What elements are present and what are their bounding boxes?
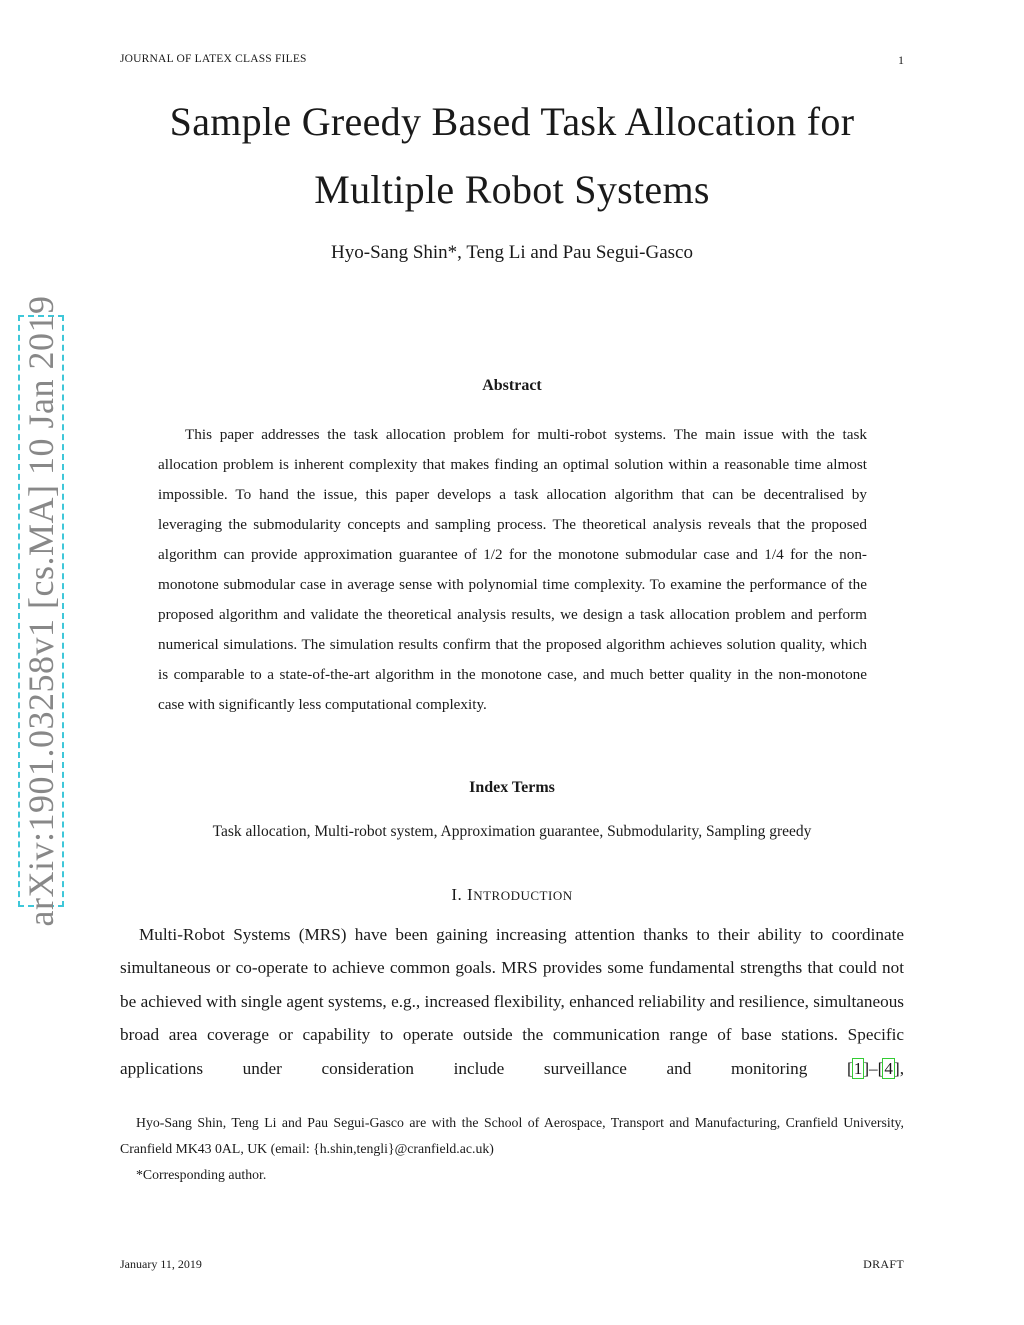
- footnotes: [120, 1110, 904, 1188]
- abstract-heading: Abstract: [482, 377, 542, 394]
- section-title-rest: NTRODUCTION: [473, 888, 573, 903]
- footer-date: January 11, 2019: [120, 1257, 202, 1271]
- arxiv-stamp[interactable]: [18, 295, 64, 927]
- affiliation-footnote: Hyo-Sang Shin, Teng Li and Pau Segui-Gasco are with the School of Aerospace, Transport and Manufacturing, Cranfield University, Cranfield MK43 0AL, UK (email: {h.shin,tengli}@cranfield.ac.uk): [120, 1115, 904, 1156]
- introduction-text: Multi-Robot Systems (MRS) have been gaining increasing attention thanks to their ability to coordinate simultaneous or co-operate to achieve common goals. MRS provides some fundamental strengths that could not be achieved with single agent systems, e.g., increased flexibility, enhanced reliability and resilience, simultaneous broad area coverage or capability to operate outside the communication range of base stations. Specific applications under consideration include surveillance and monitoring: [120, 925, 904, 1078]
- citation-link-1[interactable]: 1: [853, 1058, 863, 1078]
- introduction-heading: [0, 885, 1024, 905]
- citation-bracket-open: [: [847, 1058, 853, 1078]
- corresponding-author-footnote: *Corresponding author.: [136, 1167, 267, 1182]
- paper-title: [0, 88, 1024, 224]
- footer-status: DRAFT: [863, 1257, 904, 1271]
- citation-bracket-close: ],: [893, 1058, 904, 1078]
- citation-link-4[interactable]: 4: [884, 1058, 893, 1078]
- introduction-paragraph: [120, 918, 904, 1085]
- author-list: Hyo-Sang Shin*, Teng Li and Pau Segui-Gasco: [331, 242, 693, 263]
- section-title-initial: I: [467, 885, 474, 904]
- citation-range-sep: ]–[: [863, 1058, 884, 1078]
- index-terms-text: Task allocation, Multi-robot system, Approximation guarantee, Submodularity, Sampling greedy: [212, 823, 812, 840]
- section-numeral: I.: [451, 885, 463, 904]
- arxiv-stamp-text: arXiv:1901.03258v1 [cs.MA] 10 Jan 2019: [21, 295, 61, 927]
- abstract-text: This paper addresses the task allocation problem for multi-robot systems. The main issue with the task allocation problem is inherent complexity that makes finding an optimal solution within a reasonable time almost impossible. To hand the issue, this paper develops a task allocation algorithm that can be decentralised by leveraging the submodularity concepts and sampling process. The theoretical analysis reveals that the proposed algorithm can provide approximation guarantee of 1/2 for the monotone submodular case and 1/4 for the non-monotone submodular case in average sense with polynomial time complexity. To examine the performance of the proposed algorithm and validate the theoretical analysis results, we design a task allocation problem and perform numerical simulations. The simulation results confirm that the proposed algorithm achieves solution quality, which is comparable to a state-of-the-art algorithm in the monotone case, and much better quality in the non-monotone case with significantly less computational complexity.: [158, 426, 867, 713]
- page-number: 1: [898, 53, 904, 67]
- paper-title-line-2: Multiple Robot Systems: [314, 167, 710, 212]
- paper-title-line-1: Sample Greedy Based Task Allocation for: [169, 99, 855, 144]
- running-header: JOURNAL OF LATEX CLASS FILES: [120, 53, 307, 65]
- index-terms-heading: Index Terms: [469, 779, 555, 796]
